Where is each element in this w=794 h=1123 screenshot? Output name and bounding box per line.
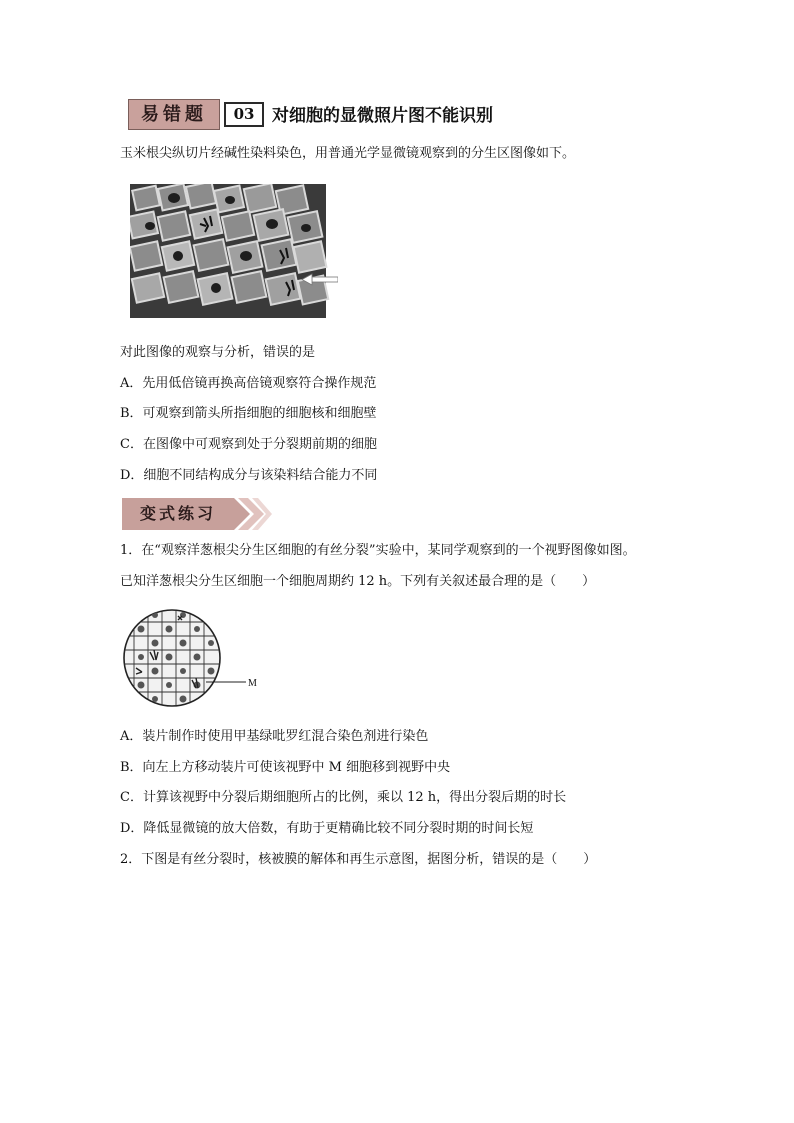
- variant-badge-label: 变式练习: [139, 504, 216, 523]
- error-topic-badge: [128, 99, 268, 130]
- q1-option-a: A．装片制作时使用甲基绿吡罗红混合染色剂进行染色: [120, 729, 429, 744]
- badge-number: 03: [224, 102, 264, 127]
- option-a: A．先用低倍镜再换高倍镜观察符合操作规范: [120, 376, 377, 391]
- option-c: C．在图像中可观察到处于分裂期前期的细胞: [120, 437, 377, 452]
- option-d: D．细胞不同结构成分与该染料结合能力不同: [120, 468, 378, 483]
- section-title: 对细胞的显微照片图不能识别: [272, 106, 493, 126]
- q2-stem: 2．下图是有丝分裂时，核被膜的解体和再生示意图，据图分析，错误的是（ ）: [120, 852, 597, 867]
- cell-m-label: M: [248, 678, 257, 689]
- problem-question: 对此图像的观察与分析，错误的是: [120, 345, 316, 360]
- option-b: B．可观察到箭头所指细胞的细胞核和细胞壁: [120, 406, 377, 421]
- variant-practice-badge: [122, 498, 272, 530]
- micrograph-image: [130, 184, 338, 318]
- badge-label-box: [128, 99, 220, 130]
- q1-option-d: D．降低显微镜的放大倍数，有助于更精确比较不同分裂时期的时间长短: [120, 821, 534, 836]
- microscope-field-image: [122, 608, 262, 708]
- badge-label: 易错题: [141, 104, 207, 125]
- q1-stem-line1: 1．在“观察洋葱根尖分生区细胞的有丝分裂”实验中，某同学观察到的一个视野图像如图。: [120, 543, 636, 558]
- problem-intro: 玉米根尖纵切片经碱性染料染色，用普通光学显微镜观察到的分生区图像如下。: [120, 146, 576, 161]
- q1-option-b: B．向左上方移动装片可使该视野中 M 细胞移到视野中央: [120, 760, 451, 775]
- q1-option-c: C．计算该视野中分裂后期细胞所占的比例，乘以 12 h，得出分裂后期的时长: [120, 790, 567, 805]
- q1-stem-line2: 已知洋葱根尖分生区细胞一个细胞周期约 12 h。下列有关叙述最合理的是（ ）: [120, 574, 596, 589]
